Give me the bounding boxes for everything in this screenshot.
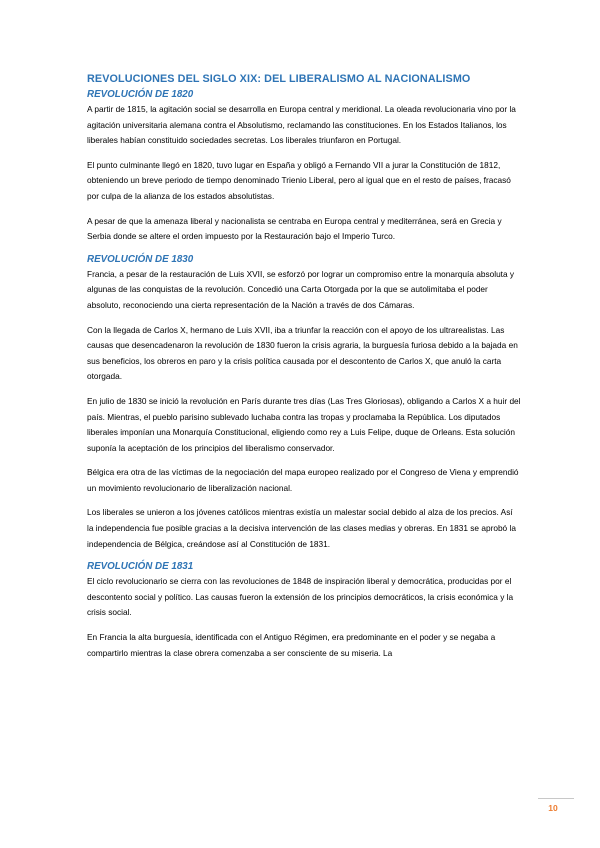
paragraph: El punto culminante llegó en 1820, tuvo lugar en España y obligó a Fernando VII a jurar la Constitución de 1812, obteniendo un breve periodo de tiempo denominado Trienio Liberal, pero al igual que en el resto de países, fracasó por culpa de la alianza de los estados absolutistas. [87,159,511,201]
section-heading-1831: REVOLUCIÓN DE 1831 [87,561,194,573]
section-heading-1830: REVOLUCIÓN DE 1830 [87,253,194,265]
paragraph: En julio de 1830 se inició la revolución en París durante tres días (Las Tres Gloriosas), obligando a Carlos X a huir del país. Mientras, el pueblo parisino sublevado luchaba contra las tropas y proclamaba la República. Los diputados liberales imponían una Monarquía Constitucional, eligiendo como rey a Luis Felipe, duque de Orleans. Esta solución suponía la aceptación de los principios del liberalismo conservador. [87,395,521,453]
paragraph: A partir de 1815, la agitación social se desarrolla en Europa central y meridional. La oleada revolucionaria vino por la agitación universitaria alemana contra el Absolutismo, reclamando las constituciones. En los Estados Italianos, los liberales habían constituido sociedades secretas. Los liberales triunfaron en Portugal. [87,104,516,146]
page-content [87,73,521,670]
page-number: 10 [548,803,558,813]
document-title: REVOLUCIONES DEL SIGLO XIX: DEL LIBERALISMO AL NACIONALISMO [87,73,471,85]
paragraph: El ciclo revolucionario se cierra con las revoluciones de 1848 de inspiración liberal y democrática, producidas por el descontento social y político. Las causas fueron la extensión de los principios democráticos, la crisis económica y la crisis social. [87,576,514,618]
page-number-divider [538,798,574,799]
paragraph: A pesar de que la amenaza liberal y nacionalista se centraba en Europa central y mediterránea, será en Grecia y Serbia donde se altere el orden impuesto por la Restauración bajo el Imperio Turco. [87,215,502,242]
paragraph: Los liberales se unieron a los jóvenes católicos mientras existía un malestar social debido al alza de los precios. Así la independencia fue posible gracias a la decisiva intervención de las clases medias y obreras. En 1831 se aprobó la independencia de Bélgica, creándose así al Constitución de 1831. [87,507,516,549]
paragraph: Bélgica era otra de las víctimas de la negociación del mapa europeo realizado por el Congreso de Viena y emprendió un movimiento revolucionario de liberalización nacional. [87,467,519,493]
section-heading-1820: REVOLUCIÓN DE 1820 [87,89,194,100]
paragraph: En Francia la alta burguesía, identificada con el Antiguo Régimen, era predominante en el poder y se negaba a compartirlo mientras la clase obrera comenzaba a ser consciente de su miseria. La [87,632,496,658]
paragraph: Con la llegada de Carlos X, hermano de Luis XVII, iba a triunfar la reacción con el apoyo de los ultrarealistas. Las causas que desencadenaron la revolución de 1830 fueron la crisis agraria, la burguesía furiosa debido a la bajada en sus beneficios, los obreros en paro y la crisis política causada por el descontento de Carlos X, que anuló la carta otorgada. [87,324,518,382]
paragraph: Francia, a pesar de la restauración de Luis XVII, se esforzó por lograr un compromiso entre la monarquía absoluta y algunas de las conquistas de la revolución. Concedió una Carta Otorgada por la que se autolimitaba el poder absoluto, reconociendo una cierta representación de la Nación a través de dos Cámaras. [87,268,515,310]
